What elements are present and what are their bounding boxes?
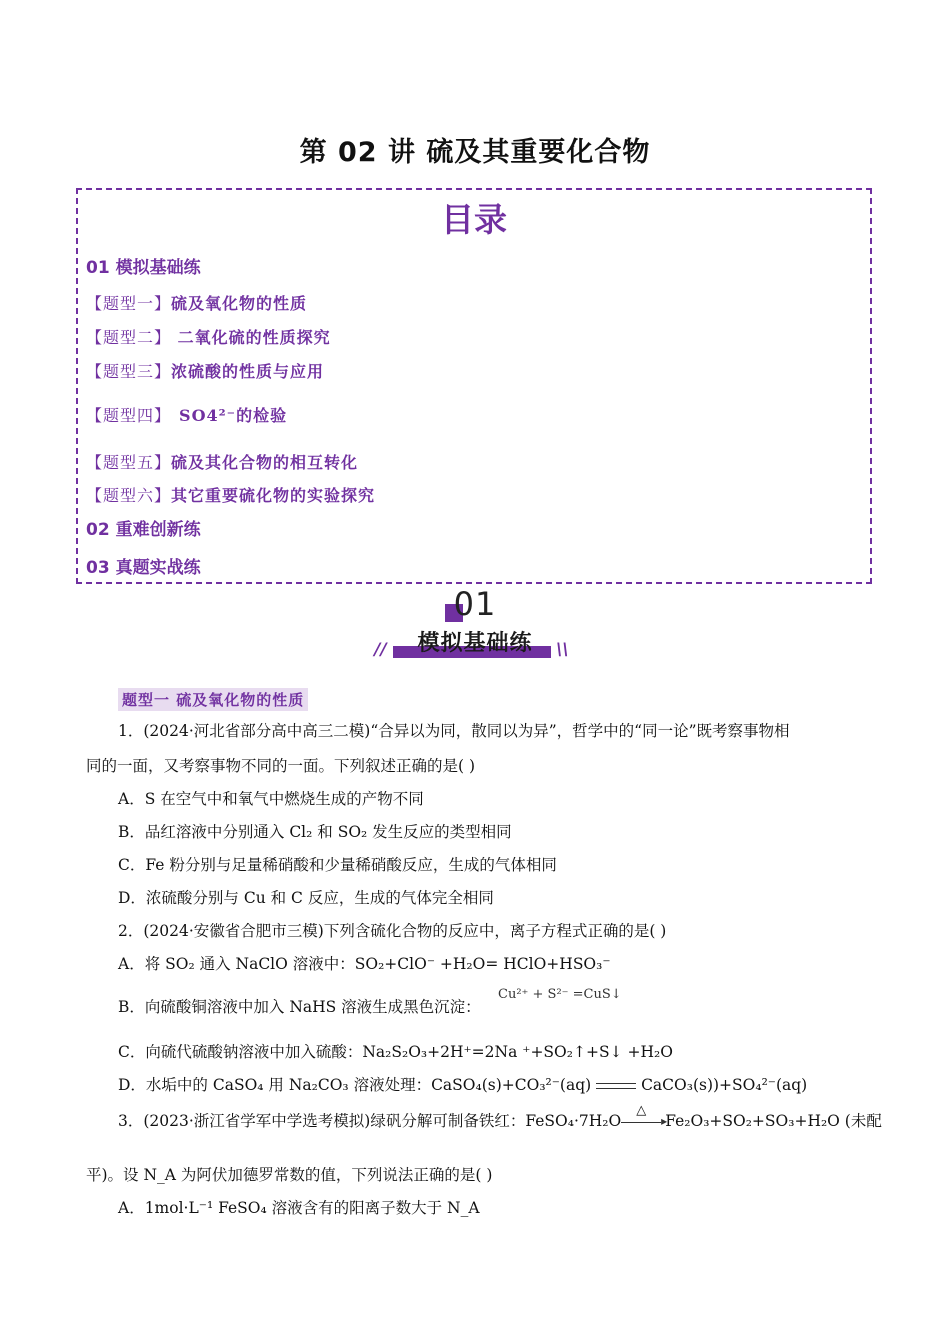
q1-stem-line2: 同的一面，又考察事物不同的一面。下列叙述正确的是( ) xyxy=(86,757,476,775)
equilibrium-arrow-icon xyxy=(596,1081,636,1091)
toc-type-bracket: 【题型六】 xyxy=(86,486,172,505)
toc-type-text: 硫及氧化物的性质 xyxy=(171,294,308,313)
left-slash-deco: // xyxy=(374,640,387,660)
q2-option-a: A．将 SO₂ 通入 NaClO 溶液中：SO₂+ClO⁻ +H₂O= HClO+HSO₃⁻ xyxy=(118,955,611,973)
q2-option-d-right: CaCO₃(s))+SO₄²⁻(aq) xyxy=(641,1076,808,1094)
toc-section-3[interactable]: 03 真题实战练 xyxy=(86,558,201,578)
toc-type-1[interactable] xyxy=(86,291,307,314)
q3-option-a: A．1mol·L⁻¹ FeSO₄ 溶液含有的阳离子数大于 N_A xyxy=(118,1199,480,1217)
section-label: 模拟基础练 xyxy=(417,631,533,656)
toc-type-4[interactable] xyxy=(86,403,287,426)
toc-type-bracket: 【题型二】 xyxy=(86,328,172,347)
toc-type-text: 硫及其化合物的相互转化 xyxy=(171,453,359,472)
q3-products: Fe₂O₃+SO₂+SO₃+H₂O (未配 xyxy=(665,1112,882,1130)
q1-stem-line1: 1．(2024·河北省部分高中高三二模)“合异以为同，散同以为异”，哲学中的“同一论”既考察事物相 xyxy=(118,722,790,740)
toc-section-1[interactable]: 01 模拟基础练 xyxy=(86,258,201,278)
q1-option-a: A．S 在空气中和氧气中燃烧生成的产物不同 xyxy=(118,790,424,808)
toc-type-text: 二氧化硫的性质探究 xyxy=(171,328,331,347)
toc-type-text: SO4²⁻的检验 xyxy=(179,406,288,425)
q2-option-c: C．向硫代硫酸钠溶液中加入硫酸：Na₂S₂O₃+2H⁺=2Na ⁺+SO₂↑+S↓ +H₂O xyxy=(118,1043,673,1061)
q1-option-b: B．品红溶液中分别通入 Cl₂ 和 SO₂ 发生反应的类型相同 xyxy=(118,823,512,841)
q3-stem-line1 xyxy=(118,1103,882,1133)
document-title: 第 02 讲 硫及其重要化合物 xyxy=(299,137,651,168)
toc-type-5[interactable] xyxy=(86,450,358,473)
toc-type-6[interactable] xyxy=(86,483,375,506)
q3-stem-line2: 平)。设 N_A 为阿伏加德罗常数的值，下列说法正确的是( ) xyxy=(86,1166,493,1184)
q2-option-d xyxy=(118,1075,807,1097)
toc-type-2[interactable] xyxy=(86,325,331,348)
q1-option-d: D．浓硫酸分别与 Cu 和 C 反应，生成的气体完全相同 xyxy=(118,889,494,907)
toc-type-text: 其它重要硫化物的实验探究 xyxy=(171,486,376,505)
q1-option-c: C．Fe 粉分别与足量稀硝酸和少量稀硝酸反应，生成的气体相同 xyxy=(118,856,557,874)
toc-section-2[interactable]: 02 重难创新练 xyxy=(86,520,201,540)
toc-type-bracket: 【题型三】 xyxy=(86,362,172,381)
delta-symbol: △ xyxy=(636,1103,647,1118)
toc-type-bracket: 【题型五】 xyxy=(86,453,172,472)
toc-type-text: 浓硫酸的性质与应用 xyxy=(171,362,325,381)
toc-type-bracket: 【题型四】 xyxy=(86,406,172,425)
section-number: 01 xyxy=(453,585,497,623)
q3-reactant: 3．(2023·浙江省学军中学选考模拟)绿矾分解可制备铁红：FeSO₄·7H₂O xyxy=(118,1112,622,1130)
toc-heading: 目录 xyxy=(441,200,507,239)
q2-stem: 2．(2024·安徽省合肥市三模)下列含硫化合物的反应中，离子方程式正确的是( ) xyxy=(118,922,667,940)
type-header: 题型一 硫及氧化物的性质 xyxy=(118,688,308,711)
q2-option-d-left: D．水垢中的 CaSO₄ 用 Na₂CO₃ 溶液处理：CaSO₄(s)+CO₃²⁻(aq) xyxy=(118,1076,592,1094)
heat-arrow-icon xyxy=(621,1103,665,1128)
toc-type-bracket: 【题型一】 xyxy=(86,294,172,313)
q2-option-b: B．向硫酸铜溶液中加入 NaHS 溶液生成黑色沉淀： xyxy=(118,998,481,1016)
right-slash-deco: \\ xyxy=(556,640,569,660)
q2-option-b-equation: Cu²⁺ + S²⁻ =CuS↓ xyxy=(498,987,622,1002)
toc-type-3[interactable] xyxy=(86,359,324,382)
